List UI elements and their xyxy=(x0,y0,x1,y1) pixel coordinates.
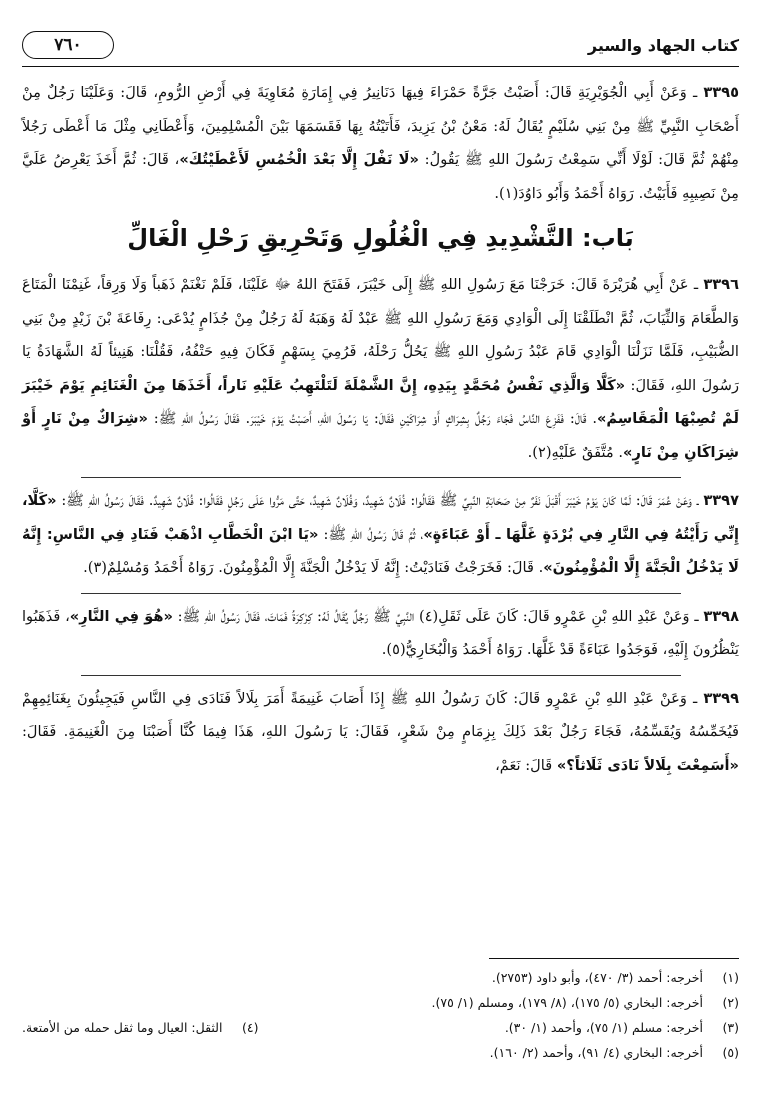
hadith-number: ٣٣٩٨ xyxy=(703,607,739,625)
hadith-3398 xyxy=(22,600,739,667)
hadith-number: ٣٣٩٦ xyxy=(703,276,739,293)
prophetic-quote: «أَسَمِعْتَ بِلَالاً نَادَى ثَلَاثاً؟» xyxy=(556,756,739,774)
hadith-text: ، فَذَهَبُوا يَنْظُرُونَ إِلَيْهِ، فَوَجَدُوا عَبَاءَةً قَدْ غَلَّهَا. رَوَاهُ أَحْمَدُ وَالْبُخَارِيُّ(٥). xyxy=(22,607,739,658)
hadith-text: ، قَالَ: ثُمَّ أَخَذَ يَعْرِضُ عَلَيَّ مِنْ نَصِيبِهِ فَأَبَيْتُ. رَوَاهُ أَحْمَدُ وَأَبُو دَاوُدَ(١). xyxy=(22,151,739,202)
hadith-text: . قَالَ: فَفَزِعَ النَّاسُ فَجَاءَ رَجُلٌ بِشِرَاكٍ أَوْ شِرَاكَيْنِ فَقَالَ: يَا رَسُولَ اللهِ، أَصَبْتُ يَوْمَ خَيْبَرَ. فَقَالَ رَسُولُ اللهِ ﷺ: xyxy=(147,410,597,427)
hadith-3397 xyxy=(22,484,739,585)
hadith-text: ـ عَنْ أَبِي هُرَيْرَةَ قَالَ: خَرَجْنَا مَعَ رَسُولِ اللهِ ﷺ إِلَى خَيْبَرَ، فَفَتَحَ اللهُ ﷻ عَلَيْنَا، فَلَمْ نَغْنَمْ ذَهَباً وَلَا وَرِقاً، غَنِمْنَا الْمَتَاعَ وَالطَّعَامَ وَالثِّيَابَ، ثُمَّ انْطَلَقْنَا إِلَى الْوَادِي وَمَعَ رَسُولِ اللهِ ﷺ عَبْدٌ لَهُ وَهَبَهُ لَهُ رَجُلٌ مِنْ جُذَامٍ يُدْعَى: رِفَاعَةَ بْنَ زَيْدٍ مِنْ بَنِي الضُّبَيْبِ، فَلَمَّا نَزَلْنَا الْوَادِي قَامَ عَبْدُ رَسُولِ اللهِ ﷺ يَحُلُّ رَحْلَهُ، فَرُمِيَ بِسَهْمٍ فَكَانَ فِيهِ حَتْفُهُ، فَقُلْنَا: هَنِيئاً لَهُ الشَّهَادَةُ يَا رَسُولَ اللهِ، فَقَالَ: xyxy=(22,276,740,394)
footnote-text: أخرجه: البخاري (٥/ ١٧٥)، (٨/ ١٧٩)، ومسلم (١/ ٧٥). xyxy=(431,995,703,1010)
footnote-number: (٢) xyxy=(722,995,739,1010)
page-content xyxy=(22,76,739,790)
hadith-text: . مُتَّفَقٌ عَلَيْهِ(٢). xyxy=(527,443,624,461)
footnote-number: (١) xyxy=(722,970,739,985)
prophetic-quote: «كَلَّا وَالَّذِي نَفْسُ مُحَمَّدٍ بِيَدِهِ، إِنَّ الشَّمْلَةَ لَتَلْتَهِبُ عَلَيْهِ نَاراً، أَخَذَهَا مِنَ الْغَنَائِمِ يَوْمَ خَيْبَرَ لَمْ تُصِبْهَا الْمَقَاسِمُ» xyxy=(22,376,739,427)
footnote-3 xyxy=(505,1015,739,1040)
divider xyxy=(81,675,681,676)
prophetic-quote: «هُوَ فِي النَّارِ» xyxy=(69,607,173,625)
hadith-text: قَالَ: نَعَمْ، xyxy=(495,756,557,774)
footnote-number: (٤) xyxy=(241,1020,259,1035)
prophetic-quote: «كَلَّا، إِنِّي رَأَيْتُهُ فِي النَّارِ فِي بُرْدَةٍ غَلَّهَا ـ أَوْ عَبَاءَةٍ» xyxy=(22,492,739,543)
hadith-text: ، ثُمَّ قَالَ رَسُولُ اللهِ ﷺ: xyxy=(318,525,424,543)
footnote-4 xyxy=(22,1015,258,1040)
hadith-3396 xyxy=(22,268,739,469)
chapter-title: بَاب: التَّشْدِيدِ فِي الْغُلُولِ وَتَحْرِيقِ رَحْلِ الْغَالِّ xyxy=(127,224,634,252)
hadith-text: . قَالَ: فَخَرَجْتُ فَنَادَيْتُ: إِنَّهُ لَا يَدْخُلُ الْجَنَّةَ إِلَّا الْمُؤْمِنُونَ. رَوَاهُ أَحْمَدُ وَمُسْلِمٌ(٣). xyxy=(83,559,544,576)
divider xyxy=(81,477,681,478)
hadith-text: ـ وَعَنْ عُمَرَ قَالَ: لَمَّا كَانَ يَوْمُ خَيْبَرَ أَقْبَلَ نَفَرٌ مِنْ صَحَابَةِ النَّبِيِّ ﷺ فَقَالُوا: فُلَانٌ شَهِيدٌ، وَفُلَانٌ شَهِيدٌ، حَتَّى مَرُّوا عَلَى رَجُلٍ فَقَالُوا: فُلَانٌ شَهِيدٌ. فَقَالَ رَسُولُ اللهِ ﷺ: xyxy=(56,492,704,509)
hadith-text: ـ وَعَنْ عَبْدِ اللهِ بْنِ عَمْرٍو قَالَ: كَانَ رَسُولُ اللهِ ﷺ إِذَا أَصَابَ غَنِيمَةً أَمَرَ بِلَالاً فَنَادَى فِي النَّاسِ فَيَجِيئُونَ بِغَنَائِمِهِمْ فَيُخَمِّسُهُ وَيُقَسِّمُهُ، فَجَاءَ رَجُلٌ بَعْدَ ذَلِكَ بِزِمَامٍ مِنْ شَعْرٍ، فَقَالَ: يَا رَسُولَ اللهِ، هَذَا فِيمَا كُنَّا أَصَبْنَا مِنَ الْغَنِيمَةِ. فَقَالَ: xyxy=(22,689,739,740)
hadith-3399 xyxy=(22,682,739,783)
footnote-2 xyxy=(22,990,739,1015)
divider xyxy=(81,593,681,594)
footnote-text: أخرجه: أحمد (٣/ ٤٧٠)، وأبو داود (٢٧٥٣). xyxy=(491,970,703,985)
hadith-number: ٣٣٩٩ xyxy=(703,689,739,707)
hadith-text: ـ وَعَنْ أَبِي الْجُوَيْرِيَةِ قَالَ: أَصَبْتُ جَرَّةً حَمْرَاءَ فِيهَا دَنَانِيرُ فِي إِمَارَةِ مُعَاوِيَةَ فِي أَرْضِ الرُّومِ، قَالَ: وَعَلَيْنَا رَجُلٌ مِنْ أَصْحَابِ النَّبِيِّ ﷺ مِنْ بَنِي سُلَيْمٍ يُقَالُ لَهُ: مَعْنُ بْنُ يَزِيدَ، فَأَتَيْتُهُ بِهَا فَقَسَمَهَا بَيْنَ الْمُسْلِمِينَ، وَأَعْطَانِي مِثْلَ مَا أَعْطَى رَجُلاً مِنْهُمْ ثُمَّ قَالَ: لَوْلَا أَنِّي سَمِعْتُ رَسُولَ اللهِ ﷺ يَقُولُ: xyxy=(22,84,740,168)
prophetic-quote: «يَا ابْنَ الْخَطَّابِ اذْهَبْ فَنَادِ فِي النَّاسِ: إِنَّهُ لَا يَدْخُلُ الْجَنَّةَ إِلَّا الْمُؤْمِنُونَ» xyxy=(22,525,739,576)
footnotes xyxy=(22,958,739,1065)
footnote-text: أخرجه: مسلم (١/ ٧٥)، وأحمد (١/ ٣٠). xyxy=(504,1020,703,1035)
footnote-rule xyxy=(489,958,739,959)
prophetic-quote: «لَا نَفْلَ إِلَّا بَعْدَ الْخُمُسِ لَأَعْطَيْتُكَ» xyxy=(179,151,419,168)
footnote-number: (٥) xyxy=(722,1045,739,1060)
hadith-number: ٣٣٩٥ xyxy=(703,84,739,101)
book-title: كتاب الجهاد والسير xyxy=(587,36,739,55)
footnote-1 xyxy=(22,965,739,990)
hadith-3395 xyxy=(22,76,739,210)
footnote-row-3-4 xyxy=(22,1015,739,1040)
prophetic-quote: «شِرَاكٌ مِنْ نَارٍ أَوْ شِرَاكَانِ مِنْ نَارٍ» xyxy=(22,410,739,461)
footnote-text: الثقل: العيال وما ثقل حمله من الأمتعة. xyxy=(22,1020,223,1035)
page-number: ٧٦٠ xyxy=(22,31,114,59)
hadith-number: ٣٣٩٧ xyxy=(703,492,739,509)
page-header xyxy=(22,30,739,67)
footnote-text: أخرجه: البخاري (٤/ ٩١)، وأحمد (٢/ ١٦٠). xyxy=(489,1045,703,1060)
footnote-number: (٣) xyxy=(722,1020,739,1035)
hadith-text: ـ وَعَنْ عَبْدِ اللهِ بْنِ عَمْرٍو قَالَ: كَانَ عَلَى ثَقَلِ(٤) النَّبِيِّ ﷺ رَجُلٌ يُقَالُ لَهُ: كِرْكِرَةُ فَمَاتَ، فَقَالَ رَسُولُ اللهِ ﷺ: xyxy=(172,607,704,625)
footnote-5 xyxy=(22,1040,739,1065)
